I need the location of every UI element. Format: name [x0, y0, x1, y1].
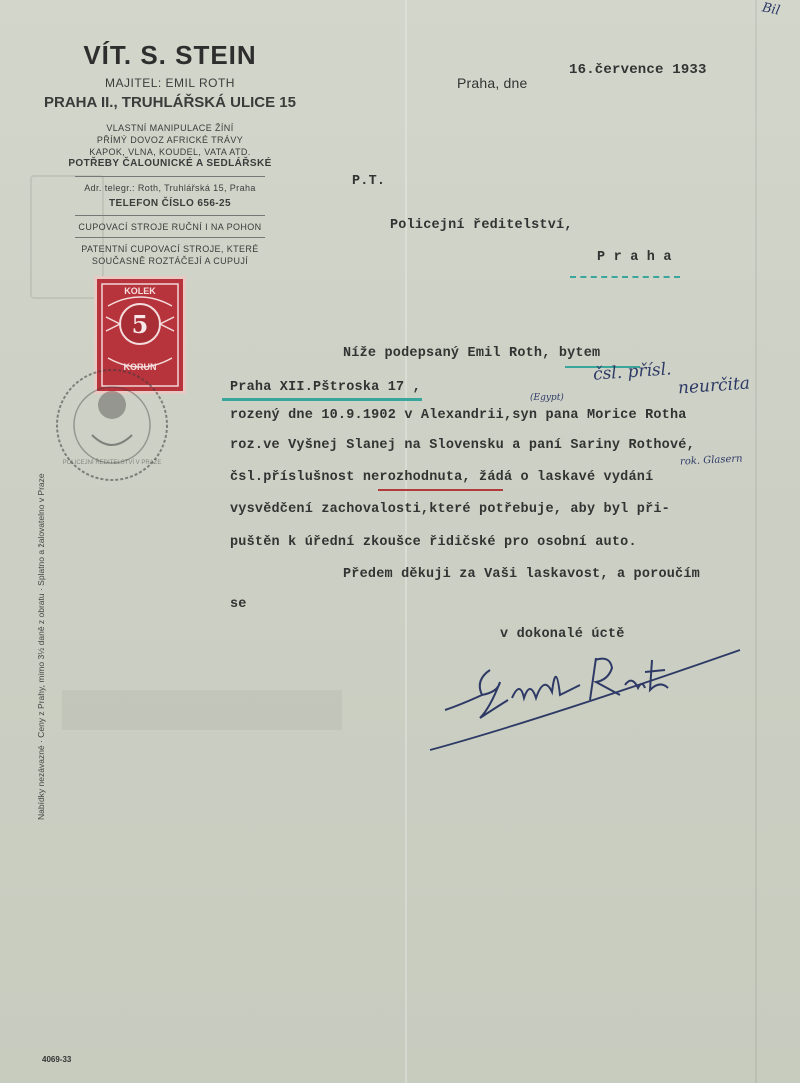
body-line: Praha XII.Pštroska 17 ,: [230, 380, 421, 395]
fold-line: [755, 0, 757, 1083]
letterhead-divider: [75, 215, 265, 216]
body-line: puštěn k úřední zkoušce řidičské pro osobní auto.: [230, 535, 637, 550]
company-address: PRAHA II., TRUHLÁŘSKÁ ULICE 15: [44, 94, 296, 111]
stamp-value: 5: [131, 310, 149, 339]
letterhead-line: VLASTNÍ MANIPULACE ŽÍNÍ: [106, 123, 234, 133]
handwritten-note: čsl. přísl.: [592, 359, 673, 385]
letterhead-line: PATENTNÍ CUPOVACÍ STROJE, KTERÉ: [81, 244, 259, 254]
letterhead-line: POTŘEBY ČALOUNICKÉ A SEDLÁŘSKÉ: [68, 158, 272, 169]
closing-line: v dokonalé úctě: [500, 627, 625, 642]
company-name: VÍT. S. STEIN: [83, 40, 257, 70]
stamp-top-label: KOLEK: [124, 286, 156, 296]
handwritten-note: (Egypt): [530, 393, 564, 403]
date-prefix: Praha, dne: [457, 75, 528, 91]
letterhead-line: PŘÍMÝ DOVOZ AFRICKÉ TRÁVY: [96, 135, 244, 145]
city-underline: [570, 276, 680, 278]
letterhead-line: CUPOVACÍ STROJE RUČNÍ I NA POHON: [78, 222, 262, 232]
seal-text: POLICEJNÍ ŘEDITELSTVÍ V PRAZE: [62, 460, 162, 466]
stamp-bottom-label: KORUN: [123, 362, 157, 372]
form-code: 4069-33: [42, 1055, 72, 1064]
company-owner: MAJITEL: EMIL ROTH: [105, 76, 235, 90]
letterhead-line: SOUČASNĚ ROZTÁČEJÍ A CUPUJÍ: [91, 256, 249, 266]
body-line: se: [230, 597, 247, 612]
body-line: Předem děkuji za Vaši laskavost, a poroučím: [343, 567, 700, 582]
body-line: čsl.příslušnost nerozhodnuta, žádá o laskavé vydání: [230, 470, 654, 485]
letterhead-divider: [75, 237, 265, 238]
recipient-name: Policejní ředitelství,: [390, 218, 573, 233]
signature: [420, 640, 750, 760]
underline-mark: [378, 489, 503, 491]
faded-ghost-stamp: [62, 690, 342, 730]
round-seal: [52, 365, 172, 485]
letter-date: 16.července 1933: [569, 62, 707, 78]
body-line: vysvědčení zachovalosti,které potřebuje, aby byl při-: [230, 502, 670, 517]
body-line: rozený dne 10.9.1902 v Alexandrii,syn pana Morice Rotha: [230, 408, 687, 423]
handwritten-note: neurčita: [677, 373, 751, 399]
letterhead-divider: [75, 176, 265, 177]
handwritten-note: rok. Glasern: [679, 453, 743, 468]
letterhead-telegraph: Adr. telegr.: Roth, Truhlářská 15, Praha: [84, 183, 256, 193]
recipient-city: P r a h a: [597, 250, 672, 265]
letterhead-phone: TELEFON ČÍSLO 656-25: [109, 198, 231, 209]
underline-mark: [222, 398, 422, 401]
body-line: Níže podepsaný Emil Roth, bytem: [343, 346, 601, 361]
handwritten-corner-mark: Bil: [760, 0, 782, 19]
letterhead-line: KAPOK, VLNA, KOUDEL, VATA ATD.: [89, 147, 251, 157]
body-line: roz.ve Vyšnej Slanej na Slovensku a paní Sariny Rothové,: [230, 438, 695, 453]
side-terms-text: Nabídky nezávazné · Ceny z Prahy, mimo 3½ daně z obratu · Splatno a žalovatelno v Praze: [36, 473, 46, 820]
salutation: P.T.: [352, 174, 386, 189]
